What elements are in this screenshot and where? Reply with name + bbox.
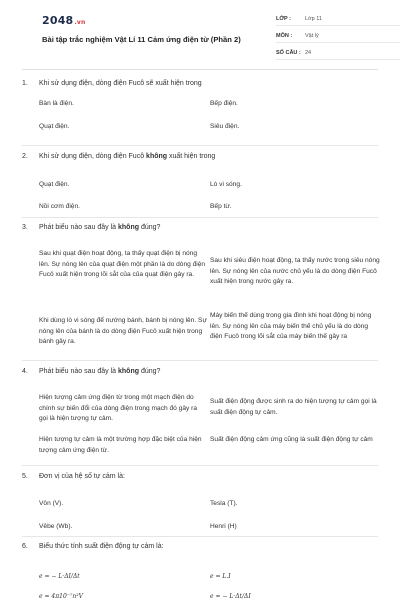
question-text: Biểu thức tính suất điện động tự cảm là: [39, 543, 164, 550]
question-1 [22, 80, 382, 130]
answer-option[interactable]: Vêbe (Wb). [39, 523, 73, 530]
meta-value: 24 [305, 49, 312, 56]
document-title: Bài tập trắc nghiệm Vật Lí 11 Cảm ứng điện từ (Phần 2) [42, 35, 241, 44]
answer-option[interactable]: Bếp từ. [210, 203, 232, 210]
answer-option[interactable]: Máy biến thế dùng trong gia đình khi hoạt động bị nóng lên. Sự nóng lên của máy biến thế chủ yếu là do dòng điện Fucô trong lõi sắt của máy biến thế gây ra [210, 312, 372, 340]
answer-option[interactable]: Tesla (T). [210, 500, 238, 507]
question-text: Khi sử dụng điện, dòng điện Fucô không xuất hiện trong [39, 153, 216, 160]
answer-option[interactable]: Suất điện động cảm ứng cũng là suất điện động tự cảm [210, 436, 373, 443]
logo-suffix: .vn [74, 19, 86, 26]
answer-option[interactable]: Siêu điện. [210, 123, 240, 130]
answer-option[interactable]: Vôn (V). [39, 500, 64, 507]
answer-option[interactable]: Suất điện động được sinh ra do hiện tượng tự cảm gọi là suất điện động tự cảm. [210, 398, 377, 416]
question-number: 6. [22, 543, 28, 550]
answer-option[interactable]: Hiện tượng cảm ứng điện từ trong một mạch điện do chính sự biến đổi của dòng điện trong mạch đó gây ra gọi là hiện tượng tự cảm. [39, 394, 198, 422]
meta-row-subject [276, 29, 400, 43]
answer-option[interactable]: Sau khi siêu điện hoạt động, ta thấy nước trong siêu nóng lên. Sự nóng lên của nước chủ yếu là do dòng điện Fucô xuất hiện trong nước gây ra. [210, 257, 380, 285]
meta-value: Vật lý [305, 32, 319, 39]
question-2 [22, 153, 382, 210]
question-number: 4. [22, 368, 28, 375]
answer-option-formula[interactable]: e = 4π10⁻⁷n²V [39, 593, 83, 600]
question-text: Đơn vị của hệ số tự cảm là: [39, 473, 125, 480]
question-number: 2. [22, 153, 28, 160]
meta-value: Lớp 11 [305, 15, 322, 22]
meta-row-class [276, 12, 400, 26]
divider [22, 145, 378, 146]
meta-row-count [276, 46, 400, 60]
answer-option[interactable]: Hiện tượng tự cảm là một trường hợp đặc biệt của hiện tượng cảm ứng điện từ. [39, 436, 202, 454]
meta-key: MÔN : [276, 32, 293, 39]
divider [22, 360, 378, 361]
answer-option[interactable]: Bếp điện. [210, 100, 238, 107]
meta-key: SỐ CÂU : [276, 49, 301, 56]
divider [22, 465, 378, 466]
meta-key: LỚP : [276, 15, 291, 22]
answer-option[interactable]: Quạt điện. [39, 123, 70, 130]
question-text: Khi sử dụng điện, dòng điện Fucô sẽ xuất hiện trong [39, 80, 202, 87]
answer-option[interactable]: Sau khi quạt điện hoạt động, ta thấy quạt điện bị nóng lên. Sự nóng lên của quạt điện một phần là do dòng điện Fucô xuất hiện trong lõi sắt của của quạt điện gây ra. [39, 250, 206, 278]
divider [22, 217, 378, 218]
question-4 [22, 368, 382, 454]
divider [22, 536, 378, 537]
question-3 [22, 224, 382, 345]
answer-option[interactable]: Bàn là điện. [39, 100, 74, 107]
question-6 [22, 543, 382, 600]
answer-option[interactable]: Khi dùng lò vi sóng để nướng bánh, bánh bị nóng lên. Sự nóng lên của bánh là do dòng điện Fucô xuất hiện trong bánh gây ra. [39, 317, 207, 345]
answer-option[interactable]: Henri (H) [210, 523, 237, 530]
answer-option-formula[interactable]: e = − L·Δt/ΔI [210, 593, 251, 600]
site-logo[interactable] [42, 14, 85, 27]
meta-info [276, 12, 400, 63]
answer-option[interactable]: Nồi cơm điện. [39, 203, 80, 210]
question-5 [22, 473, 382, 530]
question-number: 3. [22, 224, 28, 231]
question-number: 1. [22, 80, 28, 87]
question-number: 5. [22, 473, 28, 480]
document-header [22, 0, 378, 70]
answer-option[interactable]: Lò vi sóng. [210, 181, 242, 188]
answer-option-formula[interactable]: e = L.I [210, 573, 231, 580]
logo-main: 2048 [42, 14, 74, 27]
answer-option-formula[interactable]: e = − L·ΔI/Δt [39, 573, 80, 580]
question-text: Phát biểu nào sau đây là không đúng? [39, 224, 161, 231]
answer-option[interactable]: Quạt điện. [39, 181, 70, 188]
question-text: Phát biểu nào sau đây là không đúng? [39, 368, 161, 375]
